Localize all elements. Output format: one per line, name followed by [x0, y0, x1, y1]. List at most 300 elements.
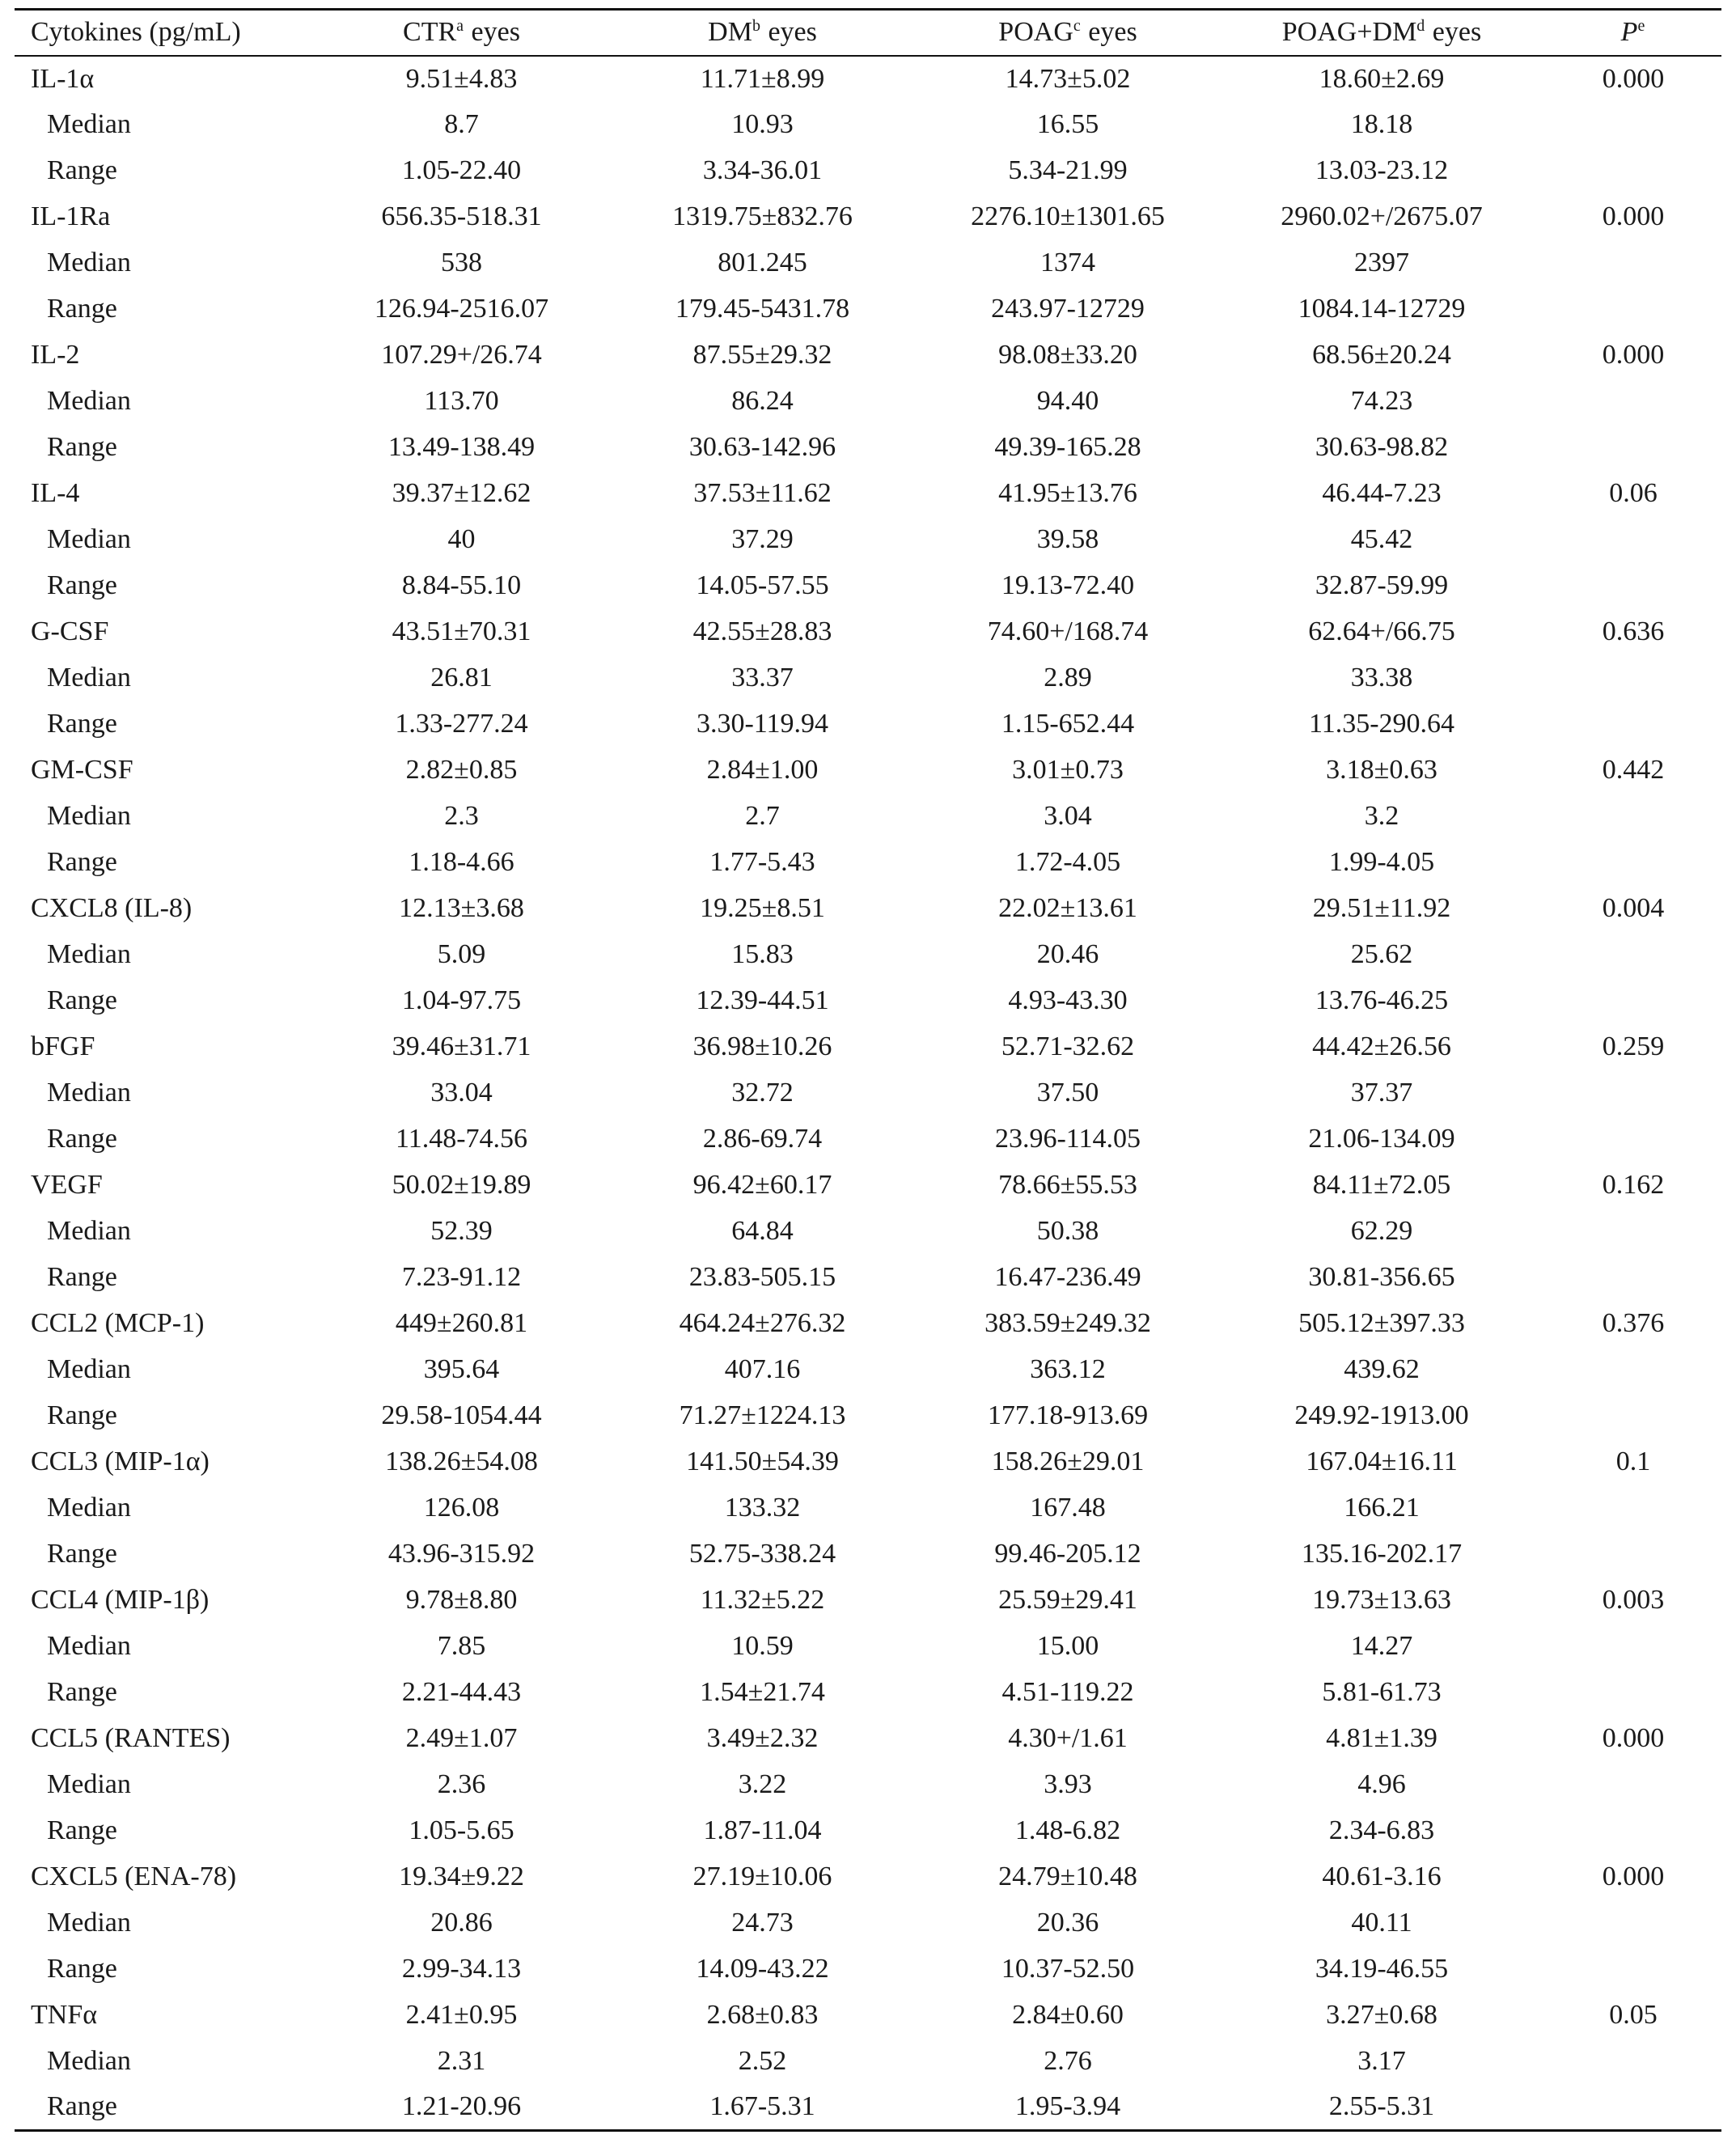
cell-label: CCL5 (RANTES) [31, 1723, 231, 1753]
cell-poag-value: 3.93 [1044, 1769, 1092, 1799]
cell-ctr-value: 656.35-518.31 [381, 201, 542, 231]
cell-dm-value: 37.53±11.62 [693, 478, 832, 508]
cell-ctr-value: 449±260.81 [395, 1308, 528, 1338]
cell-p-value [1545, 1347, 1721, 1393]
cell-ctr-value: 2.21-44.43 [401, 1677, 522, 1707]
cell-poag-dm-value: 84.11±72.05 [1312, 1170, 1451, 1200]
cell-poag-value: 49.39-165.28 [994, 432, 1141, 462]
cell-label: Median [47, 1769, 131, 1799]
cell-p-value [1545, 425, 1721, 471]
table-subrow [15, 701, 1721, 748]
table-subrow [15, 1347, 1721, 1393]
cell-dm-value: 3.49±2.32 [706, 1723, 819, 1753]
cell-p-value [1545, 1762, 1721, 1808]
cell-poag-value: 5.34-21.99 [1008, 155, 1128, 185]
cell-dm-value: 2.68±0.83 [706, 2000, 819, 2030]
table-subrow [15, 840, 1721, 886]
cell-poag-dm-value: 3.18±0.63 [1326, 755, 1437, 785]
cell-dm-value: 10.93 [731, 109, 794, 139]
table-subrow [15, 425, 1721, 471]
cell-poag-dm-value: 37.37 [1350, 1078, 1413, 1108]
cell-label: Range [47, 1124, 117, 1154]
cell-ctr-value: 39.37±12.62 [392, 478, 531, 508]
cell-label: Range [47, 847, 117, 877]
cell-poag-dm-value: 18.18 [1350, 109, 1413, 139]
cell-poag-dm-value: 505.12±397.33 [1298, 1308, 1465, 1338]
cell-dm-value: 464.24±276.32 [679, 1308, 846, 1338]
cell-poag-dm-value: 14.27 [1350, 1631, 1413, 1661]
cell-poag-value: 23.96-114.05 [994, 1124, 1141, 1154]
cell-poag-value: 2276.10±1301.65 [971, 201, 1165, 231]
cell-dm-value: 23.83-505.15 [688, 1262, 836, 1292]
cell-poag-dm-value: 46.44-7.23 [1322, 478, 1442, 508]
cell-poag-value: 1.48-6.82 [1014, 1815, 1121, 1845]
cell-poag-value: 167.48 [1030, 1493, 1106, 1523]
table-subrow [15, 978, 1721, 1024]
header-p-value [1545, 10, 1721, 56]
table-subrow [15, 1762, 1721, 1808]
cell-ctr-value: 7.23-91.12 [401, 1262, 522, 1292]
cell-ctr-value: 2.3 [444, 801, 479, 831]
cell-p-value [1545, 379, 1721, 425]
cell-dm-value: 42.55±28.83 [692, 616, 832, 646]
cell-poag-dm-value: 40.11 [1351, 1908, 1412, 1938]
cell-dm-value: 64.84 [731, 1216, 794, 1246]
table-row [15, 1163, 1721, 1209]
cell-p-value [1545, 517, 1721, 563]
table-subrow [15, 1808, 1721, 1854]
table-row [15, 748, 1721, 794]
cell-label: Median [47, 1493, 131, 1523]
cell-poag-value: 19.13-72.40 [1001, 570, 1135, 600]
cell-poag-value: 1374 [1040, 248, 1095, 277]
cell-dm-value: 36.98±10.26 [692, 1031, 832, 1061]
cell-dm-value: 12.39-44.51 [696, 985, 829, 1015]
cell-label: IL-1Ra [31, 201, 111, 231]
cell-ctr-value: 40 [447, 524, 476, 554]
cell-ctr-value: 8.84-55.10 [401, 570, 522, 600]
cell-dm-value: 19.25±8.51 [700, 893, 825, 923]
cell-poag-dm-value: 62.29 [1350, 1216, 1413, 1246]
table-row [15, 1301, 1721, 1347]
cell-p-value [1545, 1070, 1721, 1116]
cell-p-value [1545, 1900, 1721, 1946]
cell-poag-dm-value: 13.03-23.12 [1315, 155, 1449, 185]
cell-p-value [1545, 286, 1721, 332]
cell-poag-dm-value: 40.61-3.16 [1322, 1862, 1442, 1891]
cell-ctr-value: 33.04 [430, 1078, 493, 1108]
cell-poag-dm-value: 11.35-290.64 [1308, 709, 1455, 739]
cell-ctr-value: 2.31 [437, 2046, 486, 2076]
cell-ctr-value: 395.64 [423, 1354, 500, 1384]
table-row [15, 1024, 1721, 1070]
cell-p-value [1545, 840, 1721, 886]
cell-label: Range [47, 1677, 117, 1707]
cell-poag-dm-value: 2397 [1354, 248, 1409, 277]
header-dm-suffix: eyes [760, 17, 817, 48]
cell-label: CXCL5 (ENA-78) [31, 1862, 237, 1891]
cell-p-value [1545, 701, 1721, 748]
cell-poag-value: 37.50 [1036, 1078, 1099, 1108]
cell-label: CCL4 (MIP-1β) [31, 1585, 210, 1615]
table-subrow [15, 286, 1721, 332]
cell-ctr-value: 43.96-315.92 [387, 1539, 536, 1569]
cell-label: Median [47, 1078, 131, 1108]
cell-label: bFGF [31, 1031, 95, 1061]
cell-ctr-value: 1.18-4.66 [409, 847, 514, 877]
cell-poag-dm-value: 30.81-356.65 [1308, 1262, 1455, 1292]
table-row [15, 1993, 1721, 2039]
cell-label: Median [47, 1908, 131, 1938]
cell-ctr-value: 1.05-22.40 [401, 155, 522, 185]
cell-label: Range [47, 432, 117, 462]
cell-dm-value: 96.42±60.17 [692, 1170, 832, 1200]
header-row [15, 10, 1721, 56]
table-subrow [15, 1255, 1721, 1301]
table-row [15, 471, 1721, 517]
cell-poag-value: 78.66±55.53 [998, 1170, 1137, 1200]
header-poag-dm-suffix: eyes [1425, 17, 1482, 48]
cell-label: Median [47, 939, 131, 969]
table-subrow [15, 1116, 1721, 1163]
table-row [15, 1854, 1721, 1900]
cell-poag-value: 24.79±10.48 [998, 1862, 1137, 1891]
cell-poag-dm-value: 68.56±20.24 [1312, 340, 1451, 370]
cell-label: VEGF [31, 1170, 103, 1200]
cell-p-value [1545, 1531, 1721, 1578]
table-subrow [15, 655, 1721, 701]
cell-poag-value: 3.01±0.73 [1012, 755, 1124, 785]
cell-label: Range [15, 2085, 315, 2131]
table-subrow [15, 517, 1721, 563]
cell-ctr-value: 20.86 [430, 1908, 493, 1938]
header-ctr [315, 10, 608, 56]
cell-p-value [1545, 1393, 1721, 1439]
cell-ctr-value: 29.58-1054.44 [381, 1400, 542, 1430]
cell-poag-value: 22.02±13.61 [998, 893, 1137, 923]
cell-poag-dm-value: 30.63-98.82 [1315, 432, 1449, 462]
table-row [15, 1439, 1721, 1485]
cell-p-value [1545, 1808, 1721, 1854]
cell-p-value [1545, 148, 1721, 194]
cell-poag-dm-value: 33.38 [1350, 663, 1413, 693]
cell-poag-dm-value: 439.62 [1344, 1354, 1420, 1384]
cell-dm-value: 2.86-69.74 [702, 1124, 823, 1154]
cell-poag-dm-value: 74.23 [1350, 386, 1413, 416]
table-subrow [15, 2085, 1721, 2131]
header-p-text: P [1620, 17, 1638, 48]
table-subrow [15, 379, 1721, 425]
cell-label: CXCL8 (IL-8) [31, 893, 193, 923]
cell-poag-value: 363.12 [1030, 1354, 1106, 1384]
cell-poag-value: 25.59±29.41 [998, 1585, 1137, 1615]
cell-label: Median [47, 1631, 131, 1661]
cell-poag-value: 2.76 [1044, 2046, 1092, 2076]
cell-p-value [1545, 1116, 1721, 1163]
cell-poag-dm-value: 4.96 [1357, 1769, 1406, 1799]
table-header [15, 10, 1721, 56]
cell-poag-value: 1.72-4.05 [1014, 847, 1121, 877]
cell-ctr-value: 9.78±8.80 [405, 1585, 518, 1615]
cell-p-value [1545, 1209, 1721, 1255]
cell-poag-value: 2.89 [1044, 663, 1092, 693]
cell-ctr-value: 5.09 [437, 939, 486, 969]
cell-poag-dm-value: 2.55-5.31 [1218, 2085, 1545, 2131]
cell-dm-value: 2.52 [738, 2046, 787, 2076]
cell-poag-dm-value: 2960.02+/2675.07 [1281, 201, 1483, 231]
cell-poag-value: 94.40 [1036, 386, 1099, 416]
table-subrow [15, 1393, 1721, 1439]
header-poag-footnote: c [1073, 17, 1081, 36]
cell-ctr-value: 43.51±70.31 [392, 616, 531, 646]
cell-poag-dm-value: 25.62 [1350, 939, 1413, 969]
cell-label: Median [47, 386, 131, 416]
cell-p-value: 0.000 [1602, 201, 1665, 231]
table-row [15, 56, 1721, 102]
cell-p-value: 0.000 [1602, 63, 1665, 94]
cell-poag-dm-value: 135.16-202.17 [1301, 1539, 1463, 1569]
cell-poag-value: 4.51-119.22 [1001, 1677, 1134, 1707]
cell-poag-value: 10.37-52.50 [1001, 1954, 1135, 1984]
cell-label: Median [47, 801, 131, 831]
cell-poag-dm-value: 166.21 [1344, 1493, 1420, 1523]
header-poag [917, 10, 1218, 56]
cell-ctr-value: 2.99-34.13 [401, 1954, 522, 1984]
cell-dm-value: 3.34-36.01 [702, 155, 823, 185]
cell-poag-dm-value: 1.99-4.05 [1328, 847, 1435, 877]
cell-label: TNFα [31, 2000, 98, 2030]
cell-p-value [1545, 932, 1721, 978]
cell-p-value [1545, 2085, 1721, 2131]
cell-dm-value: 14.05-57.55 [696, 570, 829, 600]
cell-poag-value: 98.08±33.20 [998, 340, 1137, 370]
cell-ctr-value: 8.7 [444, 109, 479, 139]
header-ctr-suffix: eyes [464, 17, 520, 48]
cell-poag-dm-value: 21.06-134.09 [1308, 1124, 1455, 1154]
cell-dm-value: 407.16 [724, 1354, 801, 1384]
table-row [15, 194, 1721, 240]
cell-poag-dm-value: 167.04±16.11 [1306, 1446, 1458, 1476]
cell-label: Median [47, 2046, 131, 2076]
cell-dm-value: 3.22 [738, 1769, 787, 1799]
cell-ctr-value: 26.81 [430, 663, 493, 693]
cell-ctr-value: 52.39 [430, 1216, 493, 1246]
header-ctr-footnote: a [456, 17, 464, 36]
table-subrow [15, 2039, 1721, 2085]
cell-poag-dm-value: 18.60±2.69 [1319, 63, 1445, 94]
cell-dm-value: 10.59 [731, 1631, 794, 1661]
cell-poag-value: 52.71-32.62 [1001, 1031, 1135, 1061]
cell-ctr-value: 9.51±4.83 [405, 63, 518, 94]
header-poag-dm-footnote: d [1416, 17, 1425, 36]
cell-dm-value: 133.32 [724, 1493, 801, 1523]
cell-p-value [1545, 240, 1721, 286]
cell-label: Range [47, 985, 117, 1015]
cell-p-value [1545, 1946, 1721, 1993]
cell-poag-value: 74.60+/168.74 [987, 616, 1149, 646]
cell-p-value [1545, 2039, 1721, 2085]
cell-poag-value: 4.93-43.30 [1008, 985, 1128, 1015]
cell-dm-value: 37.29 [731, 524, 794, 554]
table-subrow [15, 794, 1721, 840]
header-dm-footnote: b [752, 17, 760, 36]
cell-label: GM-CSF [31, 755, 133, 785]
cell-label: Median [47, 1216, 131, 1246]
cell-poag-value: 20.36 [1036, 1908, 1099, 1938]
cytokine-table [15, 8, 1721, 2132]
cell-p-value: 0.06 [1609, 478, 1658, 508]
cell-ctr-value: 138.26±54.08 [385, 1446, 538, 1476]
table-row [15, 609, 1721, 655]
cell-p-value [1545, 563, 1721, 609]
cell-dm-value: 86.24 [731, 386, 794, 416]
cell-p-value: 0.003 [1602, 1585, 1665, 1615]
cell-label: Range [47, 1954, 117, 1984]
cell-label: IL-2 [31, 340, 80, 370]
cell-ctr-value: 1.21-20.96 [315, 2085, 608, 2131]
cell-dm-value: 801.245 [718, 248, 807, 277]
cell-label: G-CSF [31, 616, 109, 646]
cell-dm-value: 11.71±8.99 [700, 63, 825, 94]
table-row [15, 1578, 1721, 1624]
cell-label: Range [47, 709, 117, 739]
table-subrow [15, 1070, 1721, 1116]
cell-p-value: 0.000 [1602, 340, 1665, 370]
cell-poag-value: 4.30+/1.61 [1008, 1723, 1128, 1753]
cell-p-value: 0.442 [1602, 755, 1665, 785]
cell-label: Range [47, 155, 117, 185]
cell-p-value: 0.636 [1602, 616, 1665, 646]
cell-poag-value: 14.73±5.02 [1005, 63, 1131, 94]
table-row [15, 332, 1721, 379]
cell-ctr-value: 1.05-5.65 [409, 1815, 514, 1845]
cell-ctr-value: 11.48-74.56 [395, 1124, 528, 1154]
cell-label: Range [47, 1815, 117, 1845]
table-body [15, 56, 1721, 2131]
cell-label: Range [47, 1262, 117, 1292]
cell-label: Median [47, 663, 131, 693]
table-subrow [15, 1209, 1721, 1255]
cell-ctr-value: 126.08 [423, 1493, 500, 1523]
cell-ctr-value: 7.85 [437, 1631, 486, 1661]
header-poag-dm-text: POAG+DM [1281, 17, 1417, 48]
cell-p-value: 0.000 [1602, 1723, 1665, 1753]
cell-p-value [1545, 1255, 1721, 1301]
cell-poag-value: 99.46-205.12 [994, 1539, 1141, 1569]
cell-poag-dm-value: 62.64+/66.75 [1308, 616, 1455, 646]
cell-poag-dm-value: 45.42 [1350, 524, 1413, 554]
cell-label: Median [47, 109, 131, 139]
table-subrow [15, 1624, 1721, 1670]
cell-poag-dm-value: 34.19-46.55 [1315, 1954, 1449, 1984]
cell-poag-dm-value: 13.76-46.25 [1315, 985, 1449, 1015]
cell-ctr-value: 2.49±1.07 [405, 1723, 518, 1753]
header-cytokines [15, 10, 315, 56]
cell-p-value: 0.259 [1602, 1031, 1665, 1061]
cell-label: Median [47, 524, 131, 554]
cell-poag-dm-value: 2.34-6.83 [1328, 1815, 1435, 1845]
cell-poag-value: 16.47-236.49 [994, 1262, 1141, 1292]
cell-dm-value: 1.87-11.04 [703, 1815, 822, 1845]
cell-label: IL-1α [31, 63, 95, 94]
cell-ctr-value: 126.94-2516.07 [374, 294, 549, 324]
cell-dm-value: 15.83 [731, 939, 794, 969]
cell-label: CCL2 (MCP-1) [31, 1308, 205, 1338]
header-poag-dm [1218, 10, 1545, 56]
cell-ctr-value: 50.02±19.89 [392, 1170, 531, 1200]
cell-dm-value: 3.30-119.94 [696, 709, 829, 739]
cell-poag-dm-value: 44.42±26.56 [1312, 1031, 1451, 1061]
cell-poag-value: 2.84±0.60 [1012, 2000, 1124, 2030]
cell-label: Range [47, 1400, 117, 1430]
cell-poag-value: 39.58 [1036, 524, 1099, 554]
cell-p-value [1545, 102, 1721, 148]
header-dm [608, 10, 917, 56]
table-subrow [15, 1670, 1721, 1716]
cell-poag-dm-value: 3.27±0.68 [1326, 2000, 1437, 2030]
cell-ctr-value: 1.04-97.75 [401, 985, 522, 1015]
cell-p-value: 0.1 [1615, 1446, 1651, 1476]
cell-p-value: 0.162 [1602, 1170, 1665, 1200]
cell-ctr-value: 113.70 [424, 386, 499, 416]
cell-ctr-value: 13.49-138.49 [387, 432, 536, 462]
cell-poag-dm-value: 19.73±13.63 [1312, 1585, 1451, 1615]
cell-poag-value: 158.26±29.01 [991, 1446, 1145, 1476]
cell-dm-value: 52.75-338.24 [688, 1539, 836, 1569]
cell-dm-value: 71.27±1224.13 [679, 1400, 846, 1430]
cell-poag-dm-value: 5.81-61.73 [1322, 1677, 1442, 1707]
cell-poag-dm-value: 32.87-59.99 [1315, 570, 1449, 600]
cell-poag-value: 1.95-3.94 [917, 2085, 1218, 2131]
cell-p-value [1545, 1624, 1721, 1670]
cell-label: IL-4 [31, 478, 80, 508]
cell-poag-dm-value: 1084.14-12729 [1298, 294, 1466, 324]
cell-p-value [1545, 978, 1721, 1024]
cell-ctr-value: 19.34±9.22 [399, 1862, 524, 1891]
cell-poag-dm-value: 3.17 [1357, 2046, 1406, 2076]
table-row [15, 1716, 1721, 1762]
cell-p-value: 0.05 [1609, 2000, 1658, 2030]
table-subrow [15, 563, 1721, 609]
cell-dm-value: 32.72 [731, 1078, 794, 1108]
table-subrow [15, 932, 1721, 978]
cell-label: CCL3 (MIP-1α) [31, 1446, 210, 1476]
cytokine-table-container [15, 8, 1721, 2132]
cell-ctr-value: 107.29+/26.74 [381, 340, 542, 370]
cell-poag-dm-value: 3.2 [1364, 801, 1399, 831]
cell-label: Range [47, 570, 117, 600]
cell-p-value [1545, 1485, 1721, 1531]
cell-p-value: 0.376 [1602, 1308, 1665, 1338]
cell-dm-value: 27.19±10.06 [692, 1862, 832, 1891]
cell-poag-value: 41.95±13.76 [998, 478, 1137, 508]
cell-dm-value: 1.77-5.43 [709, 847, 815, 877]
cell-poag-value: 1.15-652.44 [1001, 709, 1135, 739]
cell-dm-value: 33.37 [731, 663, 794, 693]
cell-p-value [1545, 1670, 1721, 1716]
cell-poag-value: 3.04 [1044, 801, 1092, 831]
cell-dm-value: 11.32±5.22 [700, 1585, 825, 1615]
table-row [15, 886, 1721, 932]
cell-p-value: 0.000 [1602, 1862, 1665, 1891]
cell-p-value [1545, 655, 1721, 701]
cell-label: Median [47, 248, 131, 277]
cell-poag-value: 20.46 [1036, 939, 1099, 969]
cell-dm-value: 1.54±21.74 [700, 1677, 825, 1707]
cell-label: Range [47, 294, 117, 324]
cell-poag-value: 15.00 [1036, 1631, 1099, 1661]
cell-poag-value: 50.38 [1036, 1216, 1099, 1246]
